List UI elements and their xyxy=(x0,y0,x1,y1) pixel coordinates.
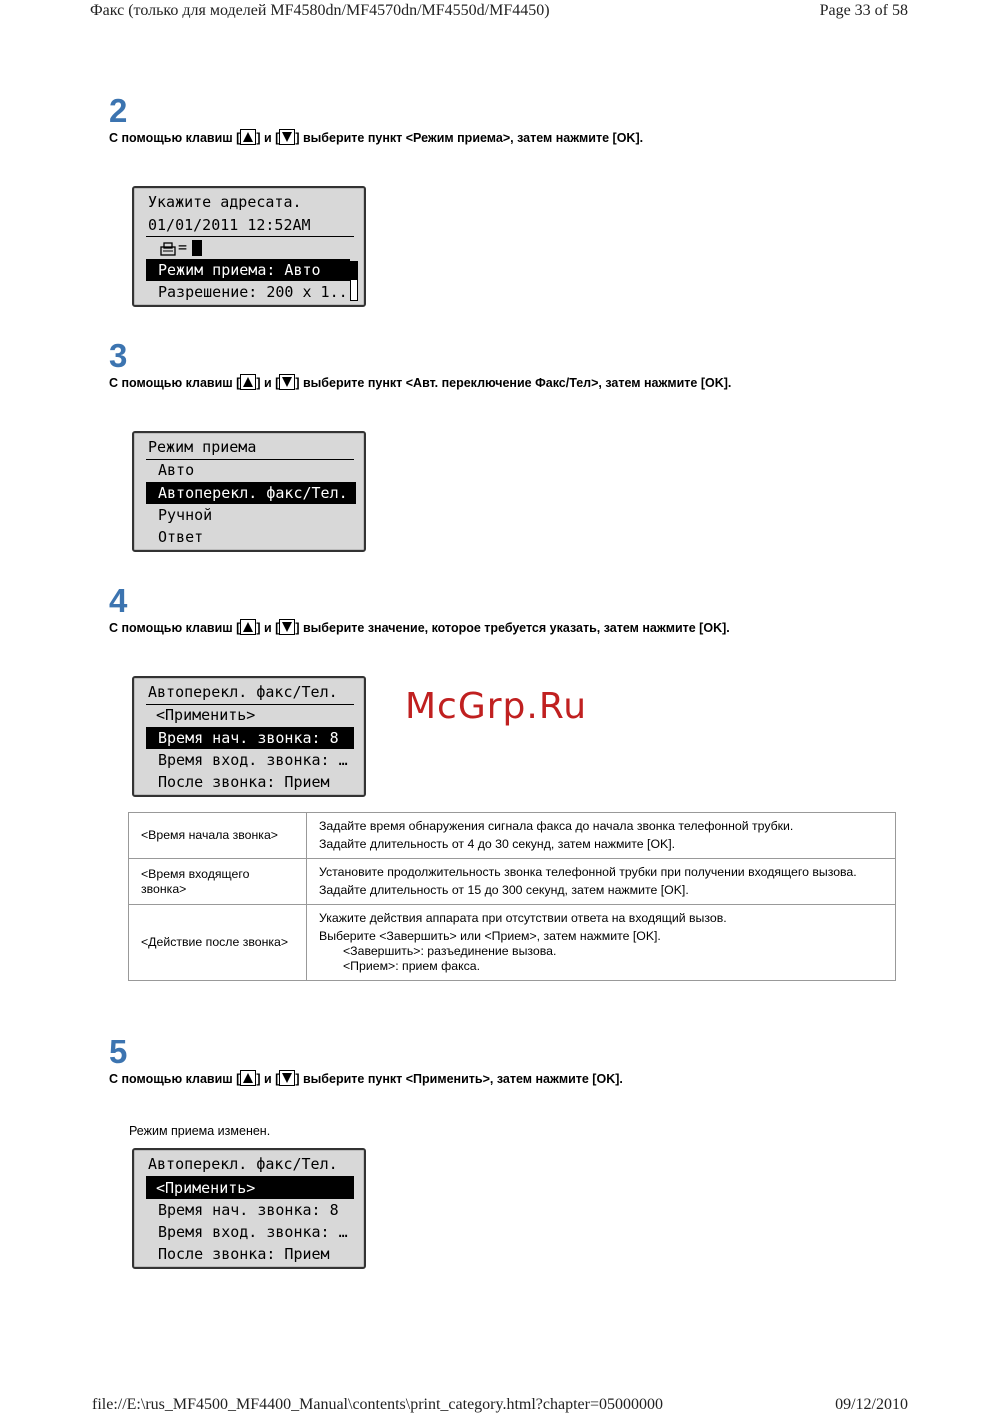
table-row xyxy=(129,859,896,905)
down-arrow-key-icon xyxy=(279,129,295,145)
setting-name: <Время начала звонка> xyxy=(129,813,307,859)
step-number: 2 xyxy=(109,92,128,129)
step-number: 5 xyxy=(109,1033,128,1070)
lcd-line: Автоперекл. факс/Тел. xyxy=(148,1155,338,1173)
instruction-text: ] выберите пункт <Авт. переключение Факс/Тел>, затем нажмите [OK]. xyxy=(295,376,732,390)
description-line: Задайте длительность от 15 до 300 секунд, затем нажмите [OK]. xyxy=(319,883,689,897)
instruction-text: ] и [ xyxy=(256,621,280,635)
instruction-text: С помощью клавиш [ xyxy=(109,131,241,145)
lcd-line: Время вход. звонка: … xyxy=(158,1223,348,1241)
lcd-display xyxy=(132,186,366,307)
result-note: Режим приема изменен. xyxy=(129,1124,271,1138)
lcd-line: Ручной xyxy=(158,506,213,524)
step-number: 4 xyxy=(109,582,128,619)
footer-path: file://E:\rus_MF4500_MF4400_Manual\contents\print_category.html?chapter=05000000 xyxy=(92,1396,664,1413)
header-title: Факс (только для моделей MF4580dn/MF4570dn/MF4550d/MF4450) xyxy=(90,2,550,19)
setting-description xyxy=(307,859,896,905)
description-line: Укажите действия аппарата при отсутствии ответа на входящий вызов. xyxy=(319,911,727,925)
up-arrow-key-icon xyxy=(240,374,256,390)
lcd-line: После звонка: Прием xyxy=(158,1245,330,1263)
up-arrow-key-icon xyxy=(240,619,256,635)
description-line: <Прием>: прием факса. xyxy=(343,959,480,973)
description-line: Задайте время обнаружения сигнала факса до начала звонка телефонной трубки. xyxy=(319,819,794,833)
instruction-text: С помощью клавиш [ xyxy=(109,621,241,635)
instruction-text: С помощью клавиш [ xyxy=(109,376,241,390)
up-arrow-key-icon xyxy=(240,129,256,145)
instruction-text: ] и [ xyxy=(256,131,280,145)
description-line: Задайте длительность от 4 до 30 секунд, затем нажмите [OK]. xyxy=(319,837,676,851)
watermark: McGrp.Ru xyxy=(405,686,588,727)
instruction-text: ] выберите пункт <Режим приема>, затем нажмите [OK]. xyxy=(295,131,644,145)
instruction-text: ] выберите значение, которое требуется указать, затем нажмите [OK]. xyxy=(295,621,730,635)
scrollbar xyxy=(350,261,358,301)
description-line: <Завершить>: разъединение вызова. xyxy=(343,944,557,958)
lcd-display xyxy=(132,431,366,552)
table-row xyxy=(129,905,896,981)
setting-name: <Время входящего звонка> xyxy=(129,859,307,905)
setting-description xyxy=(307,905,896,981)
down-arrow-key-icon xyxy=(279,619,295,635)
lcd-line: Авто xyxy=(158,461,195,479)
instruction-text: ] и [ xyxy=(256,376,280,390)
lcd-line: Автоперекл. факс/Тел. xyxy=(148,683,338,701)
description-line: Установите продолжительность звонка телефонной трубки при получении входящего вызова. xyxy=(319,865,857,879)
instruction-text: С помощью клавиш [ xyxy=(109,1072,241,1086)
up-arrow-key-icon xyxy=(240,1070,256,1086)
lcd-line-selected: Время нач. звонка: 8 xyxy=(158,729,339,747)
settings-table xyxy=(128,812,896,981)
step-instruction xyxy=(109,1070,623,1086)
lcd-line: Ответ xyxy=(158,528,204,546)
lcd-display xyxy=(132,676,366,797)
instruction-text: ] и [ xyxy=(256,1072,280,1086)
setting-description xyxy=(307,813,896,859)
lcd-line-selected: <Применить> xyxy=(156,1179,256,1197)
setting-name: <Действие после звонка> xyxy=(129,905,307,981)
table-row xyxy=(129,813,896,859)
step-instruction xyxy=(109,374,731,390)
lcd-line-selected: Режим приема: Авто xyxy=(158,261,321,279)
footer-date: 09/12/2010 xyxy=(835,1396,908,1413)
lcd-line: Время нач. звонка: 8 xyxy=(158,1201,339,1219)
down-arrow-key-icon xyxy=(279,374,295,390)
page-number: Page 33 of 58 xyxy=(819,2,908,19)
down-arrow-key-icon xyxy=(279,1070,295,1086)
lcd-line: = xyxy=(178,238,188,256)
lcd-line: Укажите адресата. xyxy=(148,193,302,211)
lcd-line: <Применить> xyxy=(156,706,256,724)
lcd-line: 01/01/2011 12:52AM xyxy=(148,216,311,234)
step-instruction xyxy=(109,619,730,635)
cursor xyxy=(192,240,202,256)
lcd-line: Режим приема xyxy=(148,438,257,456)
lcd-line: Разрешение: 200 x 1.. xyxy=(158,283,348,301)
lcd-line: После звонка: Прием xyxy=(158,773,330,791)
lcd-display xyxy=(132,1148,366,1269)
lcd-line: Время вход. звонка: … xyxy=(158,751,348,769)
description-line: Выберите <Завершить> или <Прием>, затем нажмите [OK]. xyxy=(319,929,661,943)
step-number: 3 xyxy=(109,337,128,374)
instruction-text: ] выберите пункт <Применить>, затем нажмите [OK]. xyxy=(295,1072,623,1086)
lcd-line-selected: Автоперекл. факс/Тел. xyxy=(158,484,348,502)
step-instruction xyxy=(109,129,643,145)
